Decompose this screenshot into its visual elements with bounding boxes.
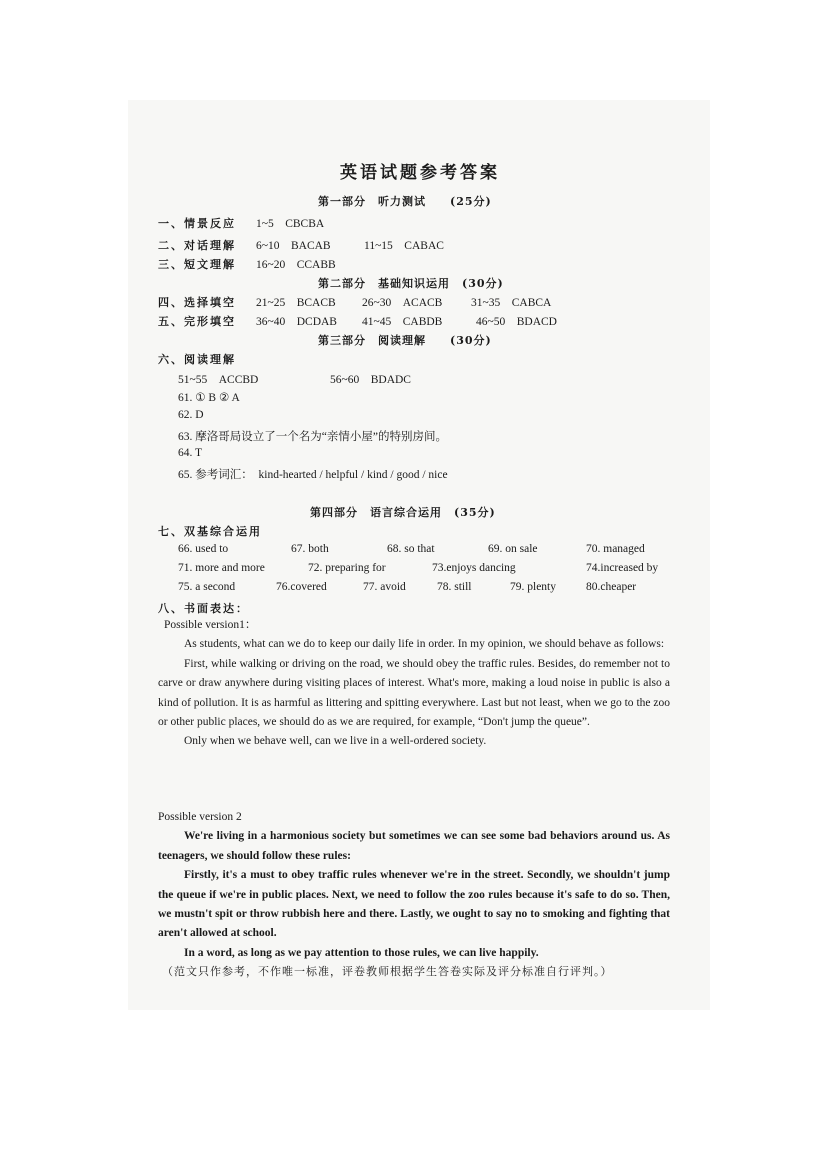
section1-label: 一、情景反应 [158, 217, 236, 230]
version2-paragraph-2: Firstly, it's a must to obey traffic rules whenever we're in the street. Secondly, we shouldn't jump the queue if we're in public places. Next, we need to follow the zoo rules because it's safe to do so. Then, we mustn't spit or throw rubbish here and there. Lastly, we ought to say no to smoking and fighting that aren't allowed at school. [158, 869, 670, 940]
section4-answers-b: 26~30 ACACB [362, 297, 443, 309]
answer-71: 71. more and more [178, 562, 265, 574]
answer-65: 65. 参考词汇： kind-hearted / helpful / kind / good / nice [178, 469, 448, 481]
part1-header: 第一部分 听力测试 (25分) [318, 195, 492, 208]
answer-70: 70. managed [586, 543, 645, 555]
answer-72: 72. preparing for [308, 562, 386, 574]
answer-77: 77. avoid [363, 581, 406, 593]
version1-paragraph-3: Only when we behave well, can we live in a well-ordered society. [184, 735, 487, 748]
answer-69: 69. on sale [488, 543, 538, 555]
section4-label: 四、选择填空 [158, 296, 236, 309]
section5-answers-b: 41~45 CABDB [362, 316, 443, 328]
answer-76: 76.covered [276, 581, 327, 593]
answer-61: 61. ① B ② A [178, 392, 240, 404]
essay-version-1 [158, 616, 670, 752]
answer-73: 73.enjoys dancing [432, 562, 516, 574]
version1-paragraph-1: As students, what can we do to keep our daily life in order. In my opinion, we should behave as follows: [184, 638, 665, 651]
section5-answers-a: 36~40 DCDAB [256, 316, 337, 328]
answer-67: 67. both [291, 543, 329, 555]
answer-80: 80.cheaper [586, 581, 637, 593]
page-title: 英语试题参考答案 [340, 163, 500, 183]
section2-answers-b: 11~15 CABAC [364, 240, 444, 252]
answer-64: 64. T [178, 447, 203, 459]
section3-answers: 16~20 CCABB [256, 259, 336, 271]
section7-label: 七、双基综合运用 [158, 525, 262, 538]
section2-answers-a: 6~10 BACAB [256, 240, 331, 252]
section8-label: 八、书面表达： [158, 602, 249, 615]
essay-version-2 [158, 808, 670, 963]
answer-62: 62. D [178, 409, 204, 421]
section5-answers-c: 46~50 BDACD [476, 316, 557, 328]
answer-63: 63. 摩洛哥局设立了一个名为“亲情小屋”的特别房间。 [178, 431, 447, 443]
version1-paragraph-2: First, while walking or driving on the road, we should obey the traffic rules. Besides, do remember not to carve or draw anywhere during visiting places of interest. What's more, making a loud noise in public is also a kind of pollution. It is as harmful as littering and spitting everywhere. Last but not least, when we go to the zoo or other public places, we should do as we are required, for example, “Don't jump the queue”. [158, 657, 670, 729]
section3-label: 三、短文理解 [158, 258, 236, 271]
section5-label: 五、完形填空 [158, 315, 236, 328]
answer-74: 74.increased by [586, 562, 659, 574]
answer-79: 79. plenty [510, 581, 556, 593]
part3-header: 第三部分 阅读理解 (30分) [318, 334, 492, 347]
version2-heading: Possible version 2 [158, 811, 242, 823]
section4-answers-c: 31~35 CABCA [471, 297, 552, 309]
section1-answers: 1~5 CBCBA [256, 218, 325, 230]
answer-68: 68. so that [387, 543, 435, 555]
part2-header: 第二部分 基础知识运用 (30分) [318, 277, 504, 290]
answers-51-55: 51~55 ACCBD [178, 374, 259, 386]
section4-answers-a: 21~25 BCACB [256, 297, 336, 309]
section2-label: 二、对话理解 [158, 239, 236, 252]
version2-paragraph-3: In a word, as long as we pay attention to those rules, we can live happily. [184, 946, 539, 959]
version1-heading: Possible version1： [164, 619, 257, 631]
answer-78: 78. still [437, 581, 472, 593]
answers-56-60: 56~60 BDADC [330, 374, 411, 386]
part4-header: 第四部分 语言综合运用 (35分) [310, 506, 496, 519]
answer-66: 66. used to [178, 543, 229, 555]
grading-note: （范文只作参考，不作唯一标准，评卷教师根据学生答卷实际及评分标准自行评判。） [162, 965, 613, 978]
answer-75: 75. a second [178, 581, 236, 593]
version2-paragraph-1: We're living in a harmonious society but sometimes we can see some bad behaviors around us. As teenagers, we should follow these rules: [158, 830, 670, 862]
section6-label: 六、阅读理解 [158, 353, 236, 366]
